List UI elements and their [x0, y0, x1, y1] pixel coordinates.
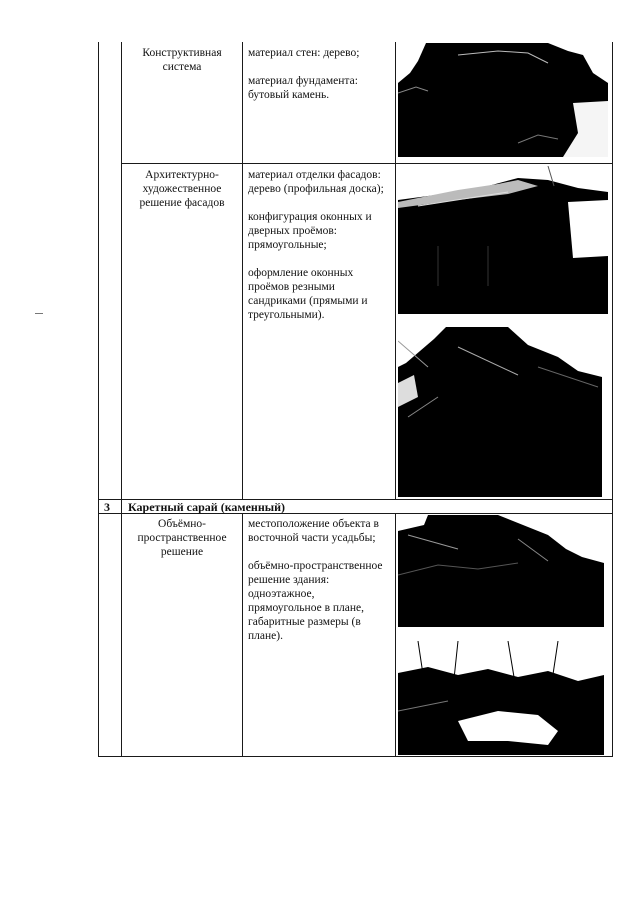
margin-mark [35, 313, 43, 314]
photo-carriage-shed-trees [398, 641, 604, 755]
table-border-number-col [121, 42, 122, 757]
table-border-desc-col [395, 42, 396, 500]
desc-paragraph: местоположение объекта в восточной части усадьбы; [248, 518, 379, 544]
row-label-facades: Архитектурно-художественное решение фасадов [139, 169, 225, 209]
photo-facade-roof [398, 166, 608, 314]
table-border-right [612, 42, 613, 757]
desc-paragraph: материал стен: дерево; [248, 47, 360, 59]
desc-paragraph: материал отделки фасадов: дерево (профильная доска); [248, 169, 384, 195]
row-desc-constructive-system [248, 46, 391, 116]
desc-paragraph: материал фундамента: бутовый камень. [248, 75, 358, 101]
desc-paragraph: конфигурация оконных и дверных проёмов: прямоугольные; [248, 211, 372, 251]
row-divider-1 [121, 163, 612, 164]
table-border-label-col-lower [242, 513, 243, 757]
section-title: Каретный сарай (каменный) [128, 500, 286, 514]
photo-facade-windows [398, 327, 602, 497]
row-label-volume-solution: Объёмно-пространственное решение [137, 518, 227, 558]
table-border-label-col [242, 42, 243, 500]
photo-carriage-shed [398, 515, 604, 627]
desc-paragraph: оформление оконных проёмов резными сандриками (прямыми и треугольными). [248, 267, 368, 321]
row-desc-facades [248, 168, 391, 336]
section-number: 3 [104, 500, 110, 514]
row-label-constructive-system: Конструктивная система [142, 47, 222, 73]
row-desc-volume-solution [248, 517, 391, 657]
table-border-left [98, 42, 99, 757]
photo-wooden-house-walls [398, 43, 608, 157]
desc-paragraph: объёмно-пространственное решение здания: одноэтажное, прямоугольное в плане, габаритные размеры (в плане). [248, 560, 383, 642]
table-border-desc-col-lower [395, 513, 396, 757]
table-border-bottom [98, 756, 612, 757]
